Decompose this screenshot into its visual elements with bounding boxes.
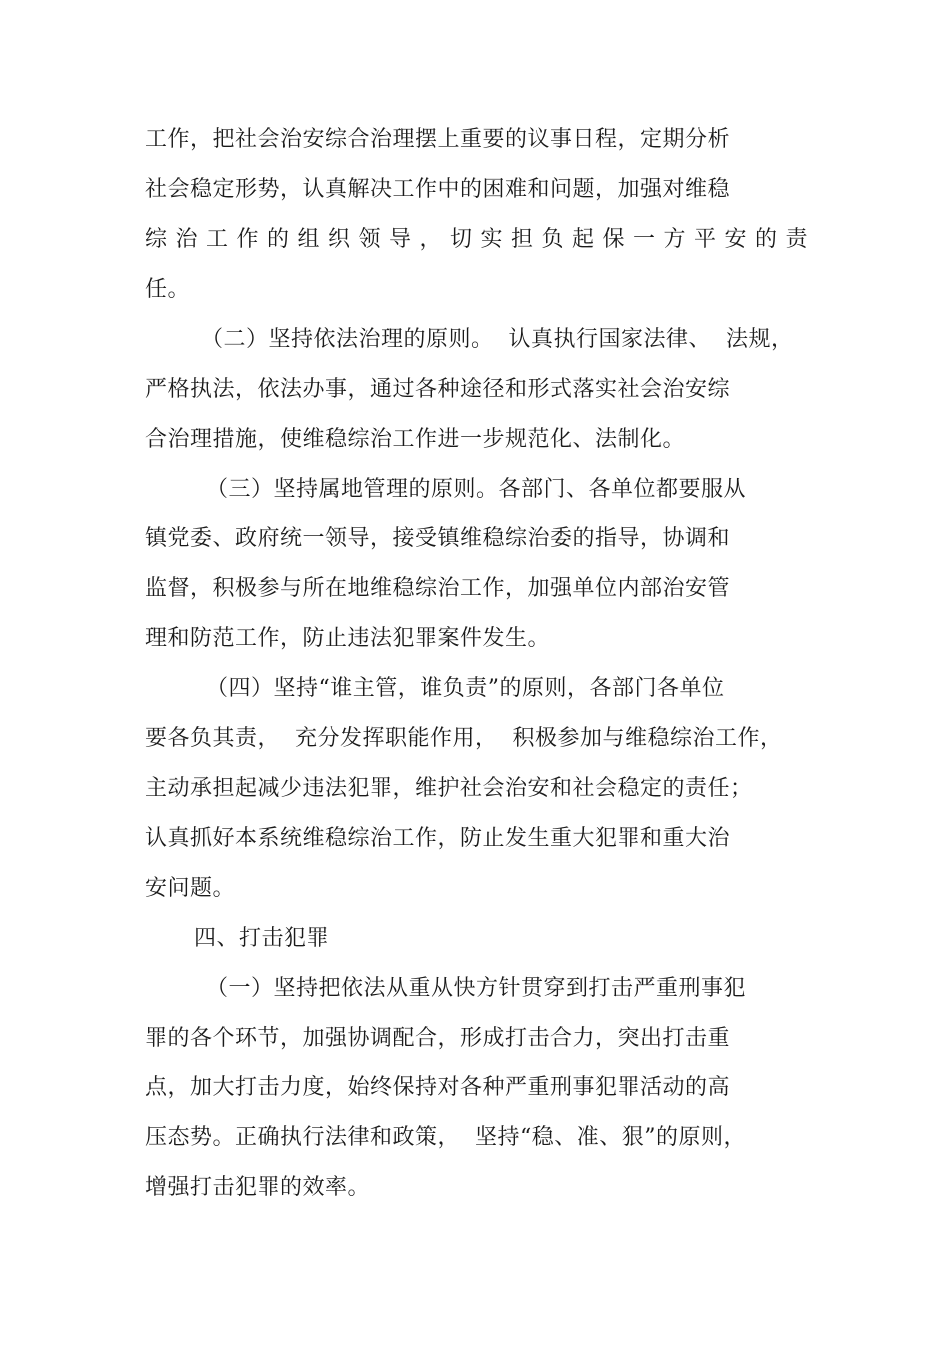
paragraph-heading: （二）坚持依法治理的原则。 认真执行国家法律、 法规， [201,327,794,352]
text-line: 点，加大打击力度，始终保持对各种严重刑事犯罪活动的高 [145,1075,731,1100]
text-line: 监督，积极参与所在地维稳综治工作，加强单位内部治安管 [145,576,731,601]
text-line: 综治工作的组织领导，切实担负起保一方平安的责 [145,227,817,252]
text-line: 严格执法，依法办事，通过各种途径和形式落实社会治安综 [145,377,731,402]
text-line: 镇党委、政府统一领导，接受镇维稳综治委的指导，协调和 [145,526,731,551]
text-line: 压态势。正确执行法律和政策， 坚持“稳、准、狠”的原则， [145,1125,746,1150]
text-line: 要各负其责， 充分发挥职能作用， 积极参加与维稳综治工作， [145,726,783,751]
paragraph-heading: （三）坚持属地管理的原则。各部门、各单位都要服从 [206,477,747,502]
text-line: 社会稳定形势，认真解决工作中的困难和问题，加强对维稳 [145,177,731,202]
paragraph-heading: （一）坚持把依法从重从快方针贯穿到打击严重刑事犯 [206,976,747,1001]
text-line: 工作，把社会治安综合治理摆上重要的议事日程，定期分析 [145,127,731,152]
text-line: 罪的各个环节，加强协调配合，形成打击合力，突出打击重 [145,1026,731,1051]
text-line: 增强打击犯罪的效率。 [145,1175,371,1200]
text-line: 认真抓好本系统维稳综治工作，防止发生重大犯罪和重大治 [145,826,731,851]
paragraph-heading: （四）坚持“谁主管，谁负责”的原则，各部门各单位 [206,676,725,701]
text-line: 安问题。 [145,876,236,901]
text-line: 任。 [145,277,191,302]
section-heading: 四、打击犯罪 [194,926,330,951]
text-line: 合治理措施，使维稳综治工作进一步规范化、法制化。 [145,427,686,452]
text-line: 理和防范工作，防止违法犯罪案件发生。 [145,626,551,651]
text-line: 主动承担起减少违法犯罪，维护社会治安和社会稳定的责任； [145,776,753,801]
